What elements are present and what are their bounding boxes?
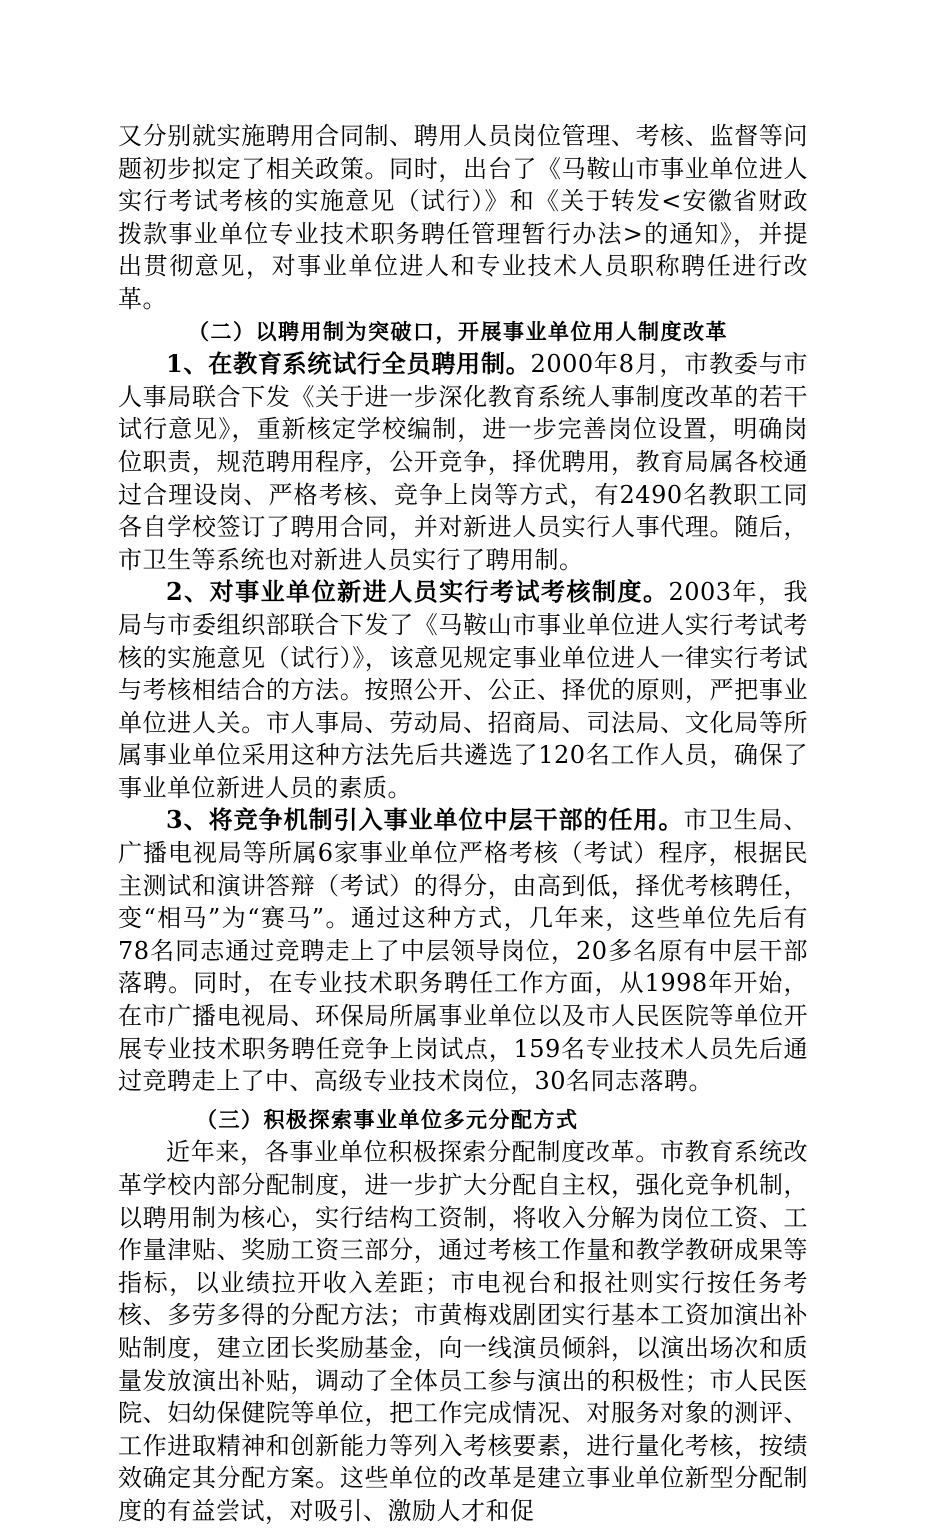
item-2-body: 2003年，我局与市委组织部联合下发了《马鞍山市事业单位进人实行考试考核的实施意见（试行）》，该意见规定事业单位进人一律实行考试与考核相结合的方法。按照公开、公正、择优的原则，严把事业单位进人关。市人事局、劳动局、招商局、司法局、文化局等所属事业单位采用这种方法先后共遴选了120名工作人员，确保了事业单位新进人员的素质。	[118, 578, 808, 802]
item-1-body: 2000年8月，市教委与市人事局联合下发《关于进一步深化教育系统人事制度改革的若干试行意见》，重新核定学校编制，进一步完善岗位设置，明确岗位职责，规范聘用程序，公开竞争，择优聘用，教育局属各校通过合理设岗、严格考核、竞争上岗等方式，有2490名教职工同各自学校签订了聘用合同，并对新进人员实行人事代理。随后，市卫生等系统也对新进人员实行了聘用制。	[118, 350, 808, 574]
section-heading-2: （二）以聘用制为突破口，开展事业单位用人制度改革	[188, 319, 728, 344]
document-page	[118, 120, 808, 1528]
paragraph-item-1	[118, 348, 808, 576]
item-3-body: 市卫生局、广播电视局等所属6家事业单位严格考核（考试）程序，根据民主测试和演讲答辩（考试）的得分，由高到低，择优考核聘任，变“相马”为“赛马”。通过这种方式，几年来，这些单位先后有78名同志通过竞聘走上了中层领导岗位，20多名原有中层干部落聘。同时，在专业技术职务聘任工作方面，从1998年开始，在市广播电视局、环保局所属事业单位以及市人民医院等单位开展专业技术职务聘任竞争上岗试点，159名专业技术人员先后通过竞聘走上了中、高级专业技术岗位，30名同志落聘。	[118, 806, 808, 1096]
item-2-lead: 2、对事业单位新进人员实行考试考核制度。	[166, 577, 669, 607]
section-heading-3: （三）积极探索事业单位多元分配方式	[196, 1107, 579, 1132]
item-1-lead: 1、在教育系统试行全员聘用制。	[166, 349, 531, 379]
item-3-lead: 3、将竞争机制引入事业单位中层干部的任用。	[166, 805, 684, 835]
paragraph-item-2	[118, 576, 808, 804]
paragraph-distribution: 近年来，各事业单位积极探索分配制度改革。市教育系统改革学校内部分配制度，进一步扩大分配自主权，强化竞争机制，以聘用制为核心，实行结构工资制，将收入分解为岗位工资、工作量津贴、奖励工资三部分，通过考核工作量和教学教研成果等指标，以业绩拉开收入差距；市电视台和报社则实行按任务考核、多劳多得的分配方法；市黄梅戏剧团实行基本工资加演出补贴制度，建立团长奖励基金，向一线演员倾斜，以演出场次和质量发放演出补贴，调动了全体员工参与演出的积极性；市人民医院、妇幼保健院等单位，把工作完成情况、对服务对象的测评、工作进取精神和创新能力等列入考核要素，进行量化考核，按绩效确定其分配方案。这些单位的改革是建立事业单位新型分配制度的有益尝试，对吸引、激励人才和促	[118, 1138, 808, 1525]
paragraph-item-3	[118, 804, 808, 1097]
paragraph-intro: 又分别就实施聘用合同制、聘用人员岗位管理、考核、监督等问题初步拟定了相关政策。同时，出台了《马鞍山市事业单位进人实行考试考核的实施意见（试行）》和《关于转发<安徽省财政拨款事业单位专业技术职务聘任管理暂行办法>的通知》，并提出贯彻意见，对事业单位进人和专业技术人员职称聘任进行改革。	[118, 122, 808, 313]
